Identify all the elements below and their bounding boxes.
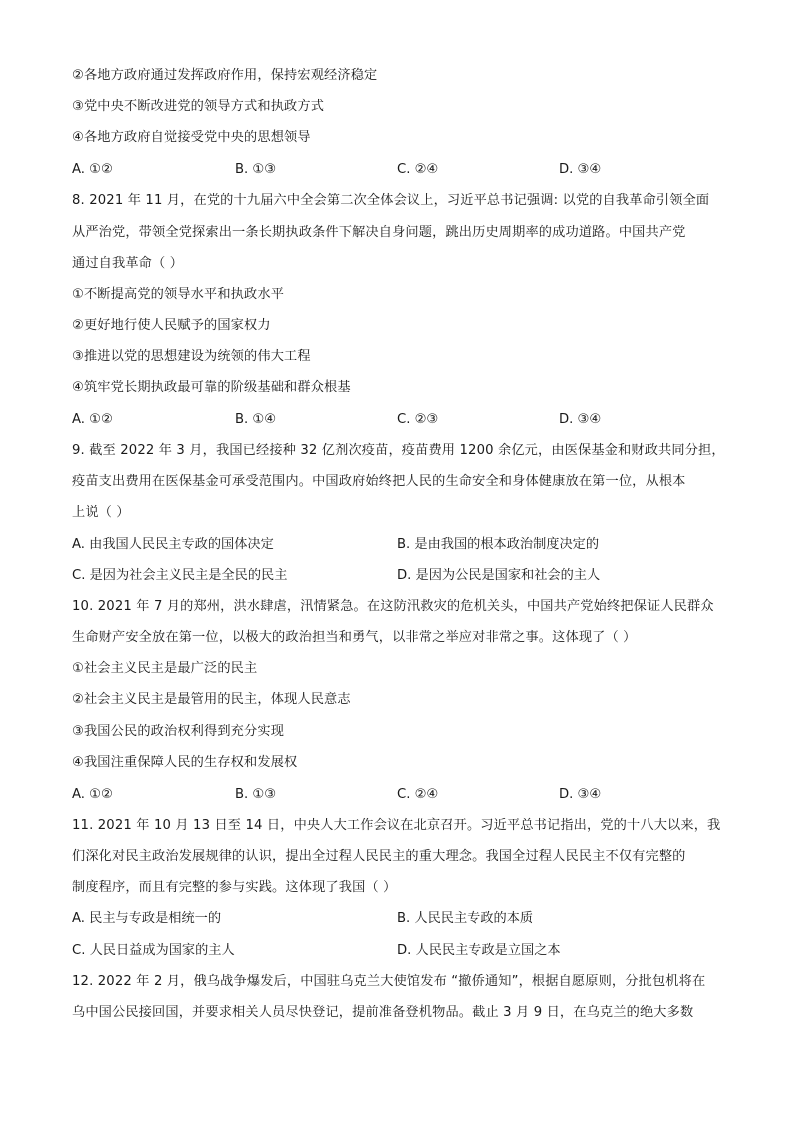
option-d: D. ③④ xyxy=(559,787,602,802)
q9-options-row-1 xyxy=(72,536,722,554)
carryover-item-2: ②各地方政府通过发挥政府作用，保持宏观经济稳定 xyxy=(72,68,378,83)
option-b: B. 人民民主专政的本质 xyxy=(397,911,534,926)
carryover-item-4: ④各地方政府自觉接受党中央的思想领导 xyxy=(72,130,311,145)
option-a: A. ①② xyxy=(72,787,113,802)
option-d: D. 是因为公民是国家和社会的主人 xyxy=(397,568,601,583)
q11-options-row-2 xyxy=(72,942,722,960)
option-c: C. 人民日益成为国家的主人 xyxy=(72,943,235,958)
q8-options xyxy=(72,411,722,429)
option-b: B. ①③ xyxy=(235,162,277,177)
q10-item-1: ①社会主义民主是最广泛的民主 xyxy=(72,661,258,676)
q10-stem-line-1: 10. 2021 年 7 月的郑州，洪水肆虐，汛情紧急。在这防汛救灾的危机关头，中国共产党始终把保证人民群众 xyxy=(72,599,714,614)
option-d: D. ③④ xyxy=(559,162,602,177)
option-a: A. ①② xyxy=(72,412,113,427)
q11-stem-line-2: 们深化对民主政治发展规律的认识，提出全过程人民民主的重大理念。我国全过程人民民主不仅有完整的 xyxy=(72,849,686,864)
q10-item-4: ④我国注重保障人民的生存权和发展权 xyxy=(72,755,298,770)
q12-stem-line-2: 乌中国公民接回国，并要求相关人员尽快登记，提前准备登机物品。截止 3 月 9 日，在乌克兰的绝大多数 xyxy=(72,1005,694,1020)
option-d: D. ③④ xyxy=(559,412,602,427)
option-b: B. 是由我国的根本政治制度决定的 xyxy=(397,537,600,552)
q10-item-2: ②社会主义民主是最管用的民主，体现人民意志 xyxy=(72,692,351,707)
option-b: B. ①④ xyxy=(235,412,277,427)
q8-item-4: ④筑牢党长期执政最可靠的阶级基础和群众根基 xyxy=(72,380,351,395)
q11-stem-line-3: 制度程序，而且有完整的参与实践。这体现了我国（ ） xyxy=(72,880,397,895)
q8-item-3: ③推进以党的思想建设为统领的伟大工程 xyxy=(72,349,311,364)
q11-stem-line-1: 11. 2021 年 10 月 13 日至 14 日，中央人大工作会议在北京召开。习近平总书记指出，党的十八大以来，我 xyxy=(72,818,721,833)
option-a: A. ①② xyxy=(72,162,113,177)
q11-options-row-1 xyxy=(72,910,722,928)
q9-stem-line-2: 疫苗支出费用在医保基金可承受范围内。中国政府始终把人民的生命安全和身体健康放在第一位，从根本 xyxy=(72,474,686,489)
q8-stem-line-3: 通过自我革命（ ） xyxy=(72,256,184,271)
q10-options xyxy=(72,786,722,804)
q10-stem-line-2: 生命财产安全放在第一位，以极大的政治担当和勇气，以非常之举应对非常之事。这体现了（ ） xyxy=(72,630,637,645)
option-c: C. 是因为社会主义民主是全民的民主 xyxy=(72,568,288,583)
option-b: B. ①③ xyxy=(235,787,277,802)
q9-stem-line-1: 9. 截至 2022 年 3 月，我国已经接种 32 亿剂次疫苗，疫苗费用 1200 余亿元，由医保基金和财政共同分担， xyxy=(72,443,725,458)
option-a: A. 由我国人民民主专政的国体决定 xyxy=(72,537,274,552)
option-a: A. 民主与专政是相统一的 xyxy=(72,911,222,926)
q9-stem-line-3: 上说（ ） xyxy=(72,505,130,520)
q12-stem-line-1: 12. 2022 年 2 月，俄乌战争爆发后，中国驻乌克兰大使馆发布 “撤侨通知”，根据自愿原则，分批包机将在 xyxy=(72,974,706,989)
option-c: C. ②④ xyxy=(397,162,439,177)
q8-stem-line-1: 8. 2021 年 11 月，在党的十九届六中全会第二次全体会议上，习近平总书记强调: 以党的自我革命引领全面 xyxy=(72,193,710,208)
q8-item-2: ②更好地行使人民赋予的国家权力 xyxy=(72,318,271,333)
carryover-item-3: ③党中央不断改进党的领导方式和执政方式 xyxy=(72,99,325,114)
option-d: D. 人民民主专政是立国之本 xyxy=(397,943,561,958)
q8-stem-line-2: 从严治党，带领全党探索出一条长期执政条件下解决自身问题，跳出历史周期率的成功道路。中国共产党 xyxy=(72,225,686,240)
option-c: C. ②③ xyxy=(397,412,439,427)
option-c: C. ②④ xyxy=(397,787,439,802)
carryover-options xyxy=(72,161,722,179)
q9-options-row-2 xyxy=(72,567,722,585)
q8-item-1: ①不断提高党的领导水平和执政水平 xyxy=(72,287,285,302)
q10-item-3: ③我国公民的政治权利得到充分实现 xyxy=(72,724,285,739)
